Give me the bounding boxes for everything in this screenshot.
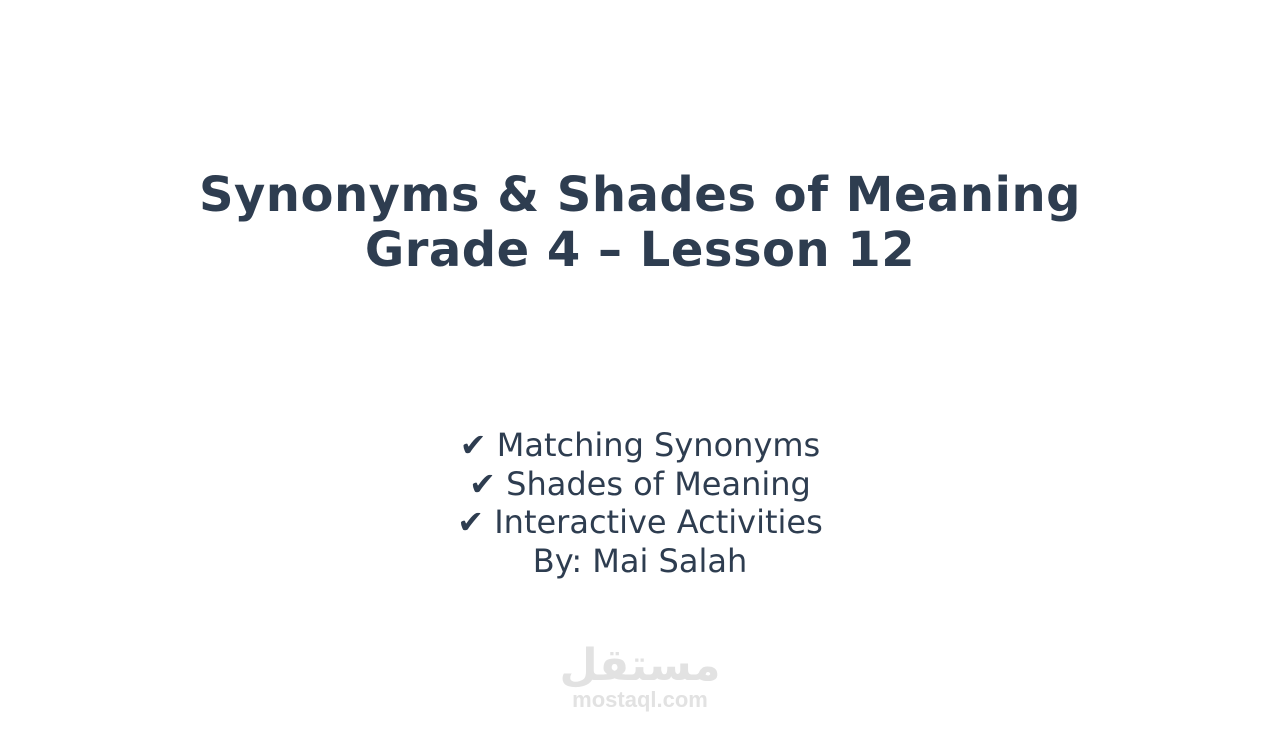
- bullet-item: ✔ Shades of Meaning: [469, 464, 811, 503]
- title-line-2: Grade 4 – Lesson 12: [364, 222, 916, 278]
- slide-title: [0, 168, 1280, 278]
- bullet-list: [0, 426, 1280, 580]
- author-line: By: Mai Salah: [532, 541, 748, 580]
- bullet-item: ✔ Interactive Activities: [457, 503, 823, 541]
- watermark-arabic-text: مستقل: [559, 640, 721, 691]
- watermark-url-text: mostaql.com: [572, 687, 708, 712]
- mostaql-watermark-logo: [0, 640, 1280, 712]
- title-line-1: Synonyms & Shades of Meaning: [198, 167, 1082, 223]
- bullet-item: ✔ Matching Synonyms: [459, 426, 821, 464]
